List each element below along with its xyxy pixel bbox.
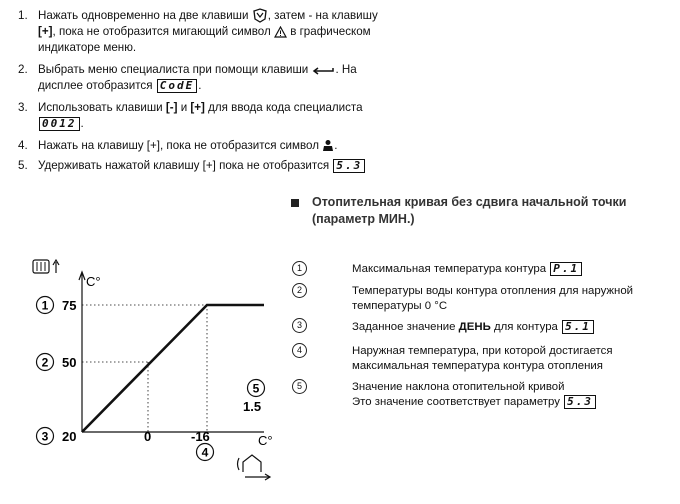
lcd-code-display: CodE bbox=[157, 79, 198, 93]
y-tick-20: 20 bbox=[62, 429, 77, 444]
heating-curve-line bbox=[82, 305, 264, 432]
x-tick-0: 0 bbox=[144, 429, 152, 444]
svg-text:1: 1 bbox=[41, 298, 49, 313]
legend-marker-4: 4 bbox=[292, 343, 307, 358]
legend-marker-1: 1 bbox=[292, 261, 307, 276]
marker-3 bbox=[37, 428, 54, 445]
legend-item-2: Температуры воды контура отопления для наружной температуры 0 °C bbox=[352, 285, 634, 312]
radiator-icon bbox=[33, 260, 59, 273]
marker-2 bbox=[37, 354, 54, 371]
legend-item-4: Наружная температура, при которой достигается максимальная температура контура отопления bbox=[352, 345, 613, 372]
marker-1 bbox=[37, 297, 54, 314]
section-bullet bbox=[291, 199, 299, 207]
marker-4 bbox=[197, 444, 214, 461]
svg-text:3: 3 bbox=[41, 429, 49, 444]
lcd-s3: 5.3 bbox=[564, 395, 596, 409]
svg-text:4: 4 bbox=[201, 445, 209, 460]
step-number: 1. bbox=[18, 9, 28, 22]
y-axis-unit: C° bbox=[86, 274, 101, 289]
section-title: Отопительная кривая без сдвига начальной точки (параметр МИН.) bbox=[312, 195, 627, 226]
menu-shield-icon bbox=[252, 8, 268, 23]
slope-value: 1.5 bbox=[243, 399, 262, 414]
legend-item-5: Значение наклона отопительной кривой Это значение соответствует параметру 5.3 bbox=[352, 380, 597, 410]
lcd-s1: 5.1 bbox=[562, 320, 594, 334]
y-tick-75: 75 bbox=[62, 298, 77, 313]
legend-marker-5: 5 bbox=[292, 379, 307, 394]
x-tick-minus16: -16 bbox=[191, 429, 210, 444]
warning-icon bbox=[274, 26, 287, 38]
legend-marker-2: 2 bbox=[292, 283, 307, 298]
svg-text:2: 2 bbox=[41, 355, 49, 370]
marker-5 bbox=[248, 380, 265, 397]
legend-item-3: Заданное значение ДЕНЬ для контура 5.1 bbox=[352, 320, 595, 335]
lcd-p1: P.1 bbox=[550, 262, 582, 276]
svg-text:5: 5 bbox=[252, 381, 260, 396]
legend-item-1: Максимальная температура контура P.1 bbox=[352, 262, 583, 277]
y-tick-50: 50 bbox=[62, 355, 77, 370]
legend-marker-3: 3 bbox=[292, 318, 307, 333]
x-axis-unit: C° bbox=[258, 433, 273, 448]
outdoor-temperature-icon bbox=[238, 455, 271, 480]
enter-arrow-icon bbox=[311, 64, 335, 76]
lcd-number-display: 0012 bbox=[39, 117, 80, 131]
lcd-param-display: 5.3 bbox=[333, 159, 365, 173]
heating-curve-chart bbox=[0, 240, 290, 500]
specialist-icon bbox=[322, 139, 334, 152]
